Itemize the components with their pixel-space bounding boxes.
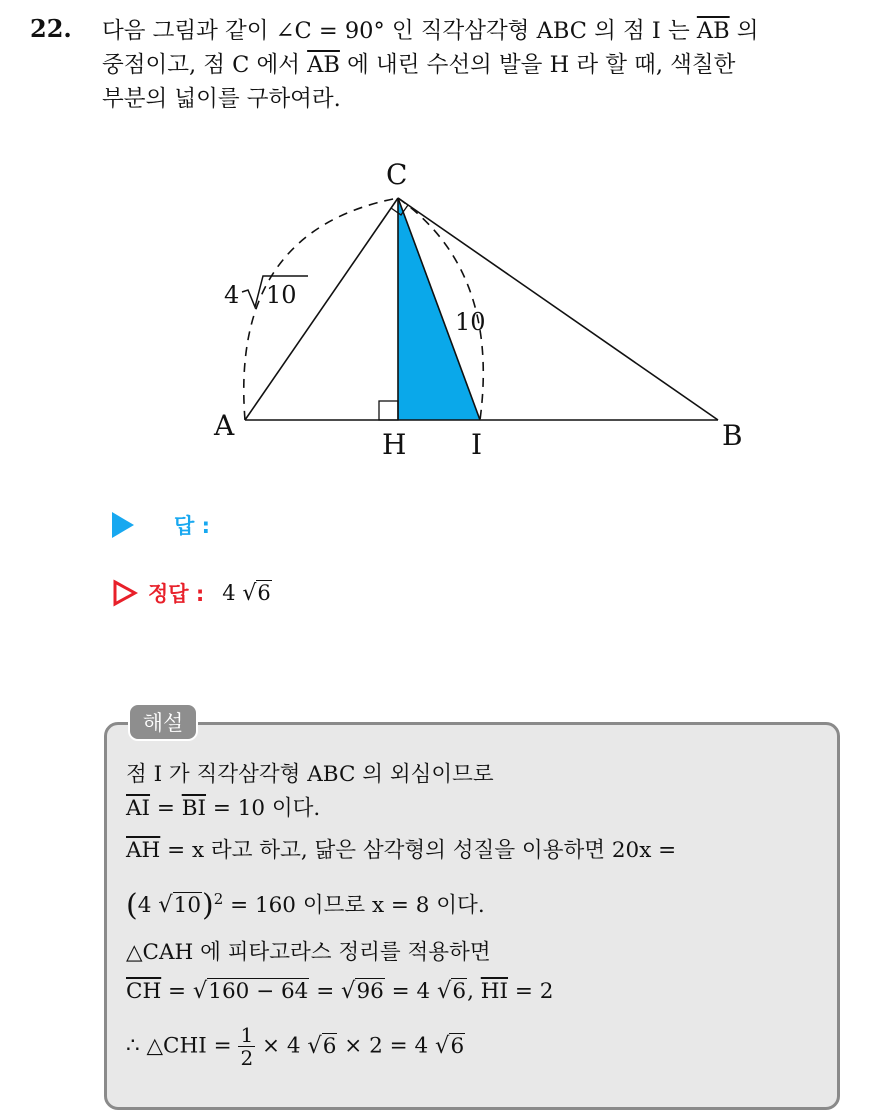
question-line-1-a: 다음 그림과 같이 ∠C = 90° 인 직각삼각형 ABC 의 점 I 는: [102, 18, 697, 44]
label-ac-coef: 4: [224, 281, 240, 309]
solution-l7-rad1: 6: [322, 1033, 337, 1059]
label-i: I: [471, 428, 483, 461]
segment-ab-2: $\overline{AB}$: [307, 52, 340, 78]
question-line-2: [102, 48, 862, 82]
solution-l6-eq3: = 4: [384, 979, 431, 1004]
solution-l7-rad2: 6: [450, 1033, 465, 1059]
solution-line-4: (4 √10)$^2$ = 160 이므로 x = 8 이다.: [126, 888, 485, 924]
play-arrow-icon: [112, 512, 134, 538]
solution-line-6-end: = 2: [508, 979, 554, 1004]
answer-row: [112, 510, 210, 540]
segment-ab: $\overline{AB}$: [696, 18, 730, 44]
right-angle-mark-h: [379, 401, 398, 420]
answer-label: 답 :: [174, 514, 210, 538]
solution-line-7: [126, 1024, 465, 1069]
correct-answer-row: [112, 578, 272, 608]
correct-answer-label: 정답 :: [148, 582, 205, 606]
triangle-figure: [200, 150, 760, 470]
solution-l7-c: × 2 = 4: [337, 1033, 429, 1059]
label-a: A: [214, 409, 235, 442]
label-h: H: [382, 428, 407, 461]
sqrt-6-d: √6: [435, 1032, 465, 1059]
solution-l7-a: ∴ △CHI =: [126, 1033, 239, 1059]
question-line-1-b: 의: [729, 18, 759, 44]
exponent-2: 2: [213, 890, 224, 908]
label-ac-rad: 10: [266, 281, 297, 309]
question-line-2-a: 중점이고, 점 C 에서: [102, 52, 308, 78]
outline-arrow-icon: [112, 579, 138, 607]
fraction-half: [238, 1024, 255, 1069]
segment-hi: $\overline{HI}$: [480, 979, 509, 1004]
solution-l6-eq1: =: [161, 979, 193, 1004]
question-line-1: [102, 14, 862, 48]
length-label-ac: [224, 276, 308, 309]
solution-line-3-end: = x 라고 하고, 닮은 삼각형의 성질을 이용하면 20x =: [160, 838, 677, 863]
solution-l6-rad2: 96: [356, 979, 384, 1004]
solution-line-5: △CAH 에 피타고라스 정리를 적용하면: [126, 940, 491, 965]
sqrt-96: √96: [341, 978, 384, 1004]
segment-bi: $\overline{BI}$: [181, 796, 207, 821]
segment-ch: $\overline{CH}$: [126, 979, 162, 1004]
fraction-numerator: 1: [240, 1023, 254, 1047]
fraction-denominator: 2: [240, 1046, 254, 1070]
solution-line-2-end: = 10 이다.: [206, 796, 321, 821]
correct-coef: 4: [222, 580, 236, 605]
label-ci-length: 10: [455, 308, 486, 336]
correct-answer-value: [222, 581, 272, 606]
question-line-2-b: 에 내린 수선의 발을 H 라 할 때, 색칠한: [339, 52, 736, 78]
segment-ah: $\overline{AH}$: [126, 838, 161, 863]
sqrt-10: √10: [158, 892, 201, 919]
solution-l6-rad1: 160 − 64: [208, 979, 309, 1004]
correct-rad: 6: [257, 580, 271, 605]
solution-line-6: [126, 976, 553, 1007]
solution-line-1: 점 I 가 직각삼각형 ABC 의 외심이므로: [126, 762, 494, 787]
segment-ai: $\overline{AI}$: [126, 796, 151, 821]
sqrt-6: √6: [242, 580, 271, 606]
solution-tag: 해설: [128, 703, 198, 741]
solution-l4-rad: 10: [173, 893, 201, 919]
question-text: [102, 14, 862, 116]
label-c: C: [386, 158, 408, 191]
solution-l6-sep: ,: [467, 979, 481, 1004]
sqrt-6-b: √6: [437, 978, 467, 1004]
solution-l4-coef: 4: [137, 893, 152, 919]
solution-l7-b: × 4: [255, 1033, 301, 1059]
solution-line-2: [126, 794, 320, 824]
label-b: B: [722, 419, 743, 452]
sqrt-160-64: √160 − 64: [192, 978, 309, 1004]
sqrt-6-c: √6: [307, 1032, 337, 1059]
side-ac: [245, 198, 398, 420]
question-number: 22.: [30, 14, 72, 43]
solution-line-3: [126, 836, 676, 866]
solution-l6-rad3: 6: [452, 979, 467, 1004]
solution-line-2-eq: =: [150, 796, 182, 821]
solution-l6-eq2: =: [309, 979, 342, 1004]
question-line-3: 부분의 넓이를 구하여라.: [102, 86, 341, 112]
solution-line-4-end: = 160 이므로 x = 8 이다.: [223, 893, 485, 919]
